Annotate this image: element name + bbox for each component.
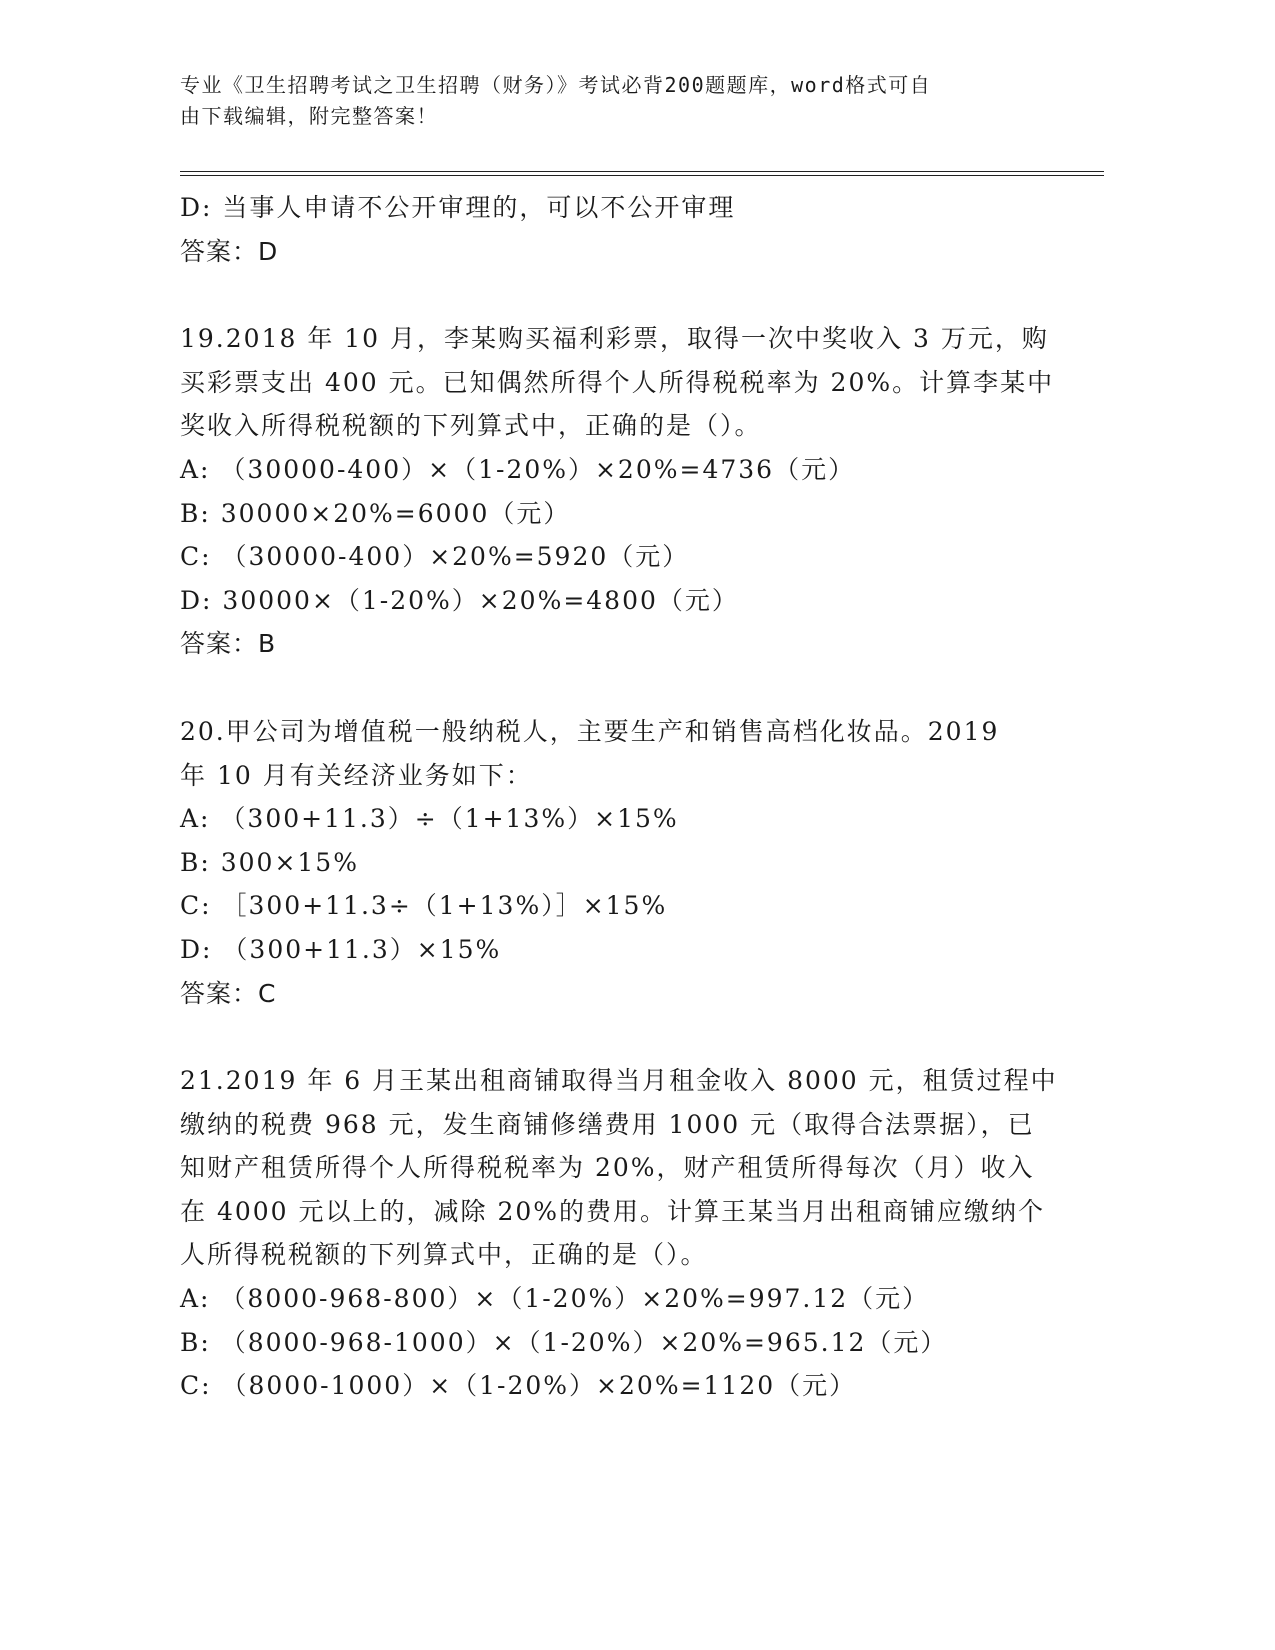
question-text-line: 知财产租赁所得个人所得税税率为 20%，财产租赁所得每次（月）收入 — [180, 1153, 1035, 1183]
option-b: B: 300×15% — [180, 847, 359, 877]
header-divider-top — [180, 171, 1104, 172]
option-c: C: （8000-1000）×（1-20%）×20%=1120（元） — [180, 1371, 857, 1401]
answer-line: 答案：D — [180, 236, 279, 266]
header-line-1: 专业《卫生招聘考试之卫生招聘（财务）》考试必背200题题库，word格式可自 — [180, 73, 932, 97]
question-text-line: 19.2018 年 10 月，李某购买福利彩票，取得一次中奖收入 3 万元，购 — [180, 324, 1049, 354]
question-19 — [180, 317, 1055, 666]
question-20 — [180, 710, 1040, 1015]
option-d: D: 30000×（1-20%）×20%=4800（元） — [180, 585, 739, 615]
question-text-line: 21.2019 年 6 月王某出租商铺取得当月租金收入 8000 元，租赁过程中 — [180, 1066, 1058, 1096]
option-d: D: （300+11.3）×15% — [180, 934, 502, 964]
question-text-line: 年 10 月有关经济业务如下： — [180, 760, 533, 790]
option-c: C: （30000-400）×20%=5920（元） — [180, 542, 690, 572]
question-text-line: 20.甲公司为增值税一般纳税人，主要生产和销售高档化妆品。2019 — [180, 716, 1000, 746]
question-content — [180, 186, 1058, 1408]
option-d: D: 当事人申请不公开审理的，可以不公开审理 — [180, 193, 736, 222]
question-21 — [180, 1059, 1058, 1408]
header-divider-bottom — [180, 175, 1104, 176]
option-a: A: （8000-968-800）×（1-20%）×20%=997.12（元） — [180, 1284, 930, 1314]
option-b: B: （8000-968-1000）×（1-20%）×20%=965.12（元） — [180, 1327, 948, 1357]
question-text-line: 奖收入所得税税额的下列算式中，正确的是（）。 — [180, 411, 762, 441]
answer-line: 答案：C — [180, 978, 277, 1008]
previous-question-tail — [180, 186, 1040, 273]
answer-line: 答案：B — [180, 629, 277, 659]
option-a: A: （300+11.3）÷（1+13%）×15% — [180, 804, 679, 834]
question-text-line: 买彩票支出 400 元。已知偶然所得个人所得税税率为 20%。计算李某中 — [180, 367, 1055, 397]
question-text-line: 人所得税税额的下列算式中，正确的是（）。 — [180, 1240, 708, 1270]
document-header — [180, 70, 1060, 132]
question-text-line: 在 4000 元以上的，减除 20%的费用。计算王某当月出租商铺应缴纳个 — [180, 1196, 1046, 1226]
header-line-2: 由下载编辑，附完整答案！ — [180, 104, 438, 128]
question-text-line: 缴纳的税费 968 元，发生商铺修缮费用 1000 元（取得合法票据），已 — [180, 1109, 1035, 1139]
option-c: C: ［300+11.3÷（1+13%）］×15% — [180, 891, 668, 921]
option-a: A: （30000-400）×（1-20%）×20%=4736（元） — [180, 454, 856, 484]
option-b: B: 30000×20%=6000（元） — [180, 498, 571, 528]
